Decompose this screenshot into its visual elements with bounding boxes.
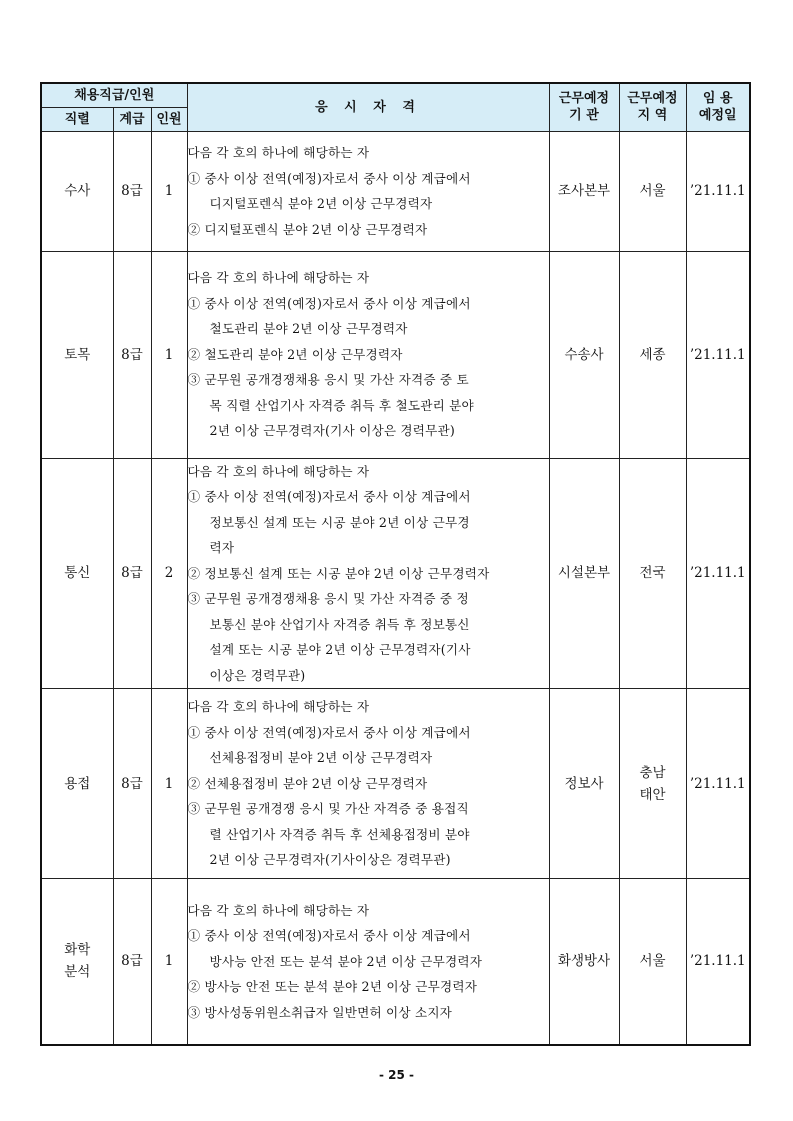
table-row <box>41 131 750 251</box>
qualification-item: ③ 군무원 공개경쟁 응시 및 가산 자격증 중 용접직 <box>187 801 469 817</box>
qualification-item-continuation: 보통신 분야 산업기사 자격증 취득 후 정보통신 <box>209 616 470 632</box>
qualification-item: ③ 군무원 공개경쟁채용 응시 및 가산 자격증 중 토 <box>187 372 469 388</box>
qualification-item: ① 중사 이상 전역(예정)자로서 중사 이상 계급에서 <box>187 928 471 943</box>
qualification-item-continuation: 이상은 경력무관) <box>209 667 306 683</box>
agency-cell: 조사본부 <box>549 131 619 251</box>
count-cell: 1 <box>151 251 187 458</box>
page-number: - 25 - <box>378 1068 414 1082</box>
series-cell <box>41 131 113 251</box>
qualification-intro: 다음 각 호의 하나에 해당하는 자 <box>187 145 370 160</box>
qualification-cell <box>187 689 549 879</box>
region-label: 서울 <box>639 183 666 199</box>
grade-cell: 8급 <box>113 458 151 689</box>
recruitment-table <box>40 82 751 1046</box>
qualification-item-continuation: 철도관리 분야 2년 이상 근무경력자 <box>209 321 408 337</box>
header-qualification-label: 응 시 자 격 <box>315 99 421 115</box>
series-label: 통신 <box>64 565 91 582</box>
date-cell: ’21.11.1 <box>686 251 750 458</box>
region-label: 세종 <box>639 346 666 363</box>
region-label: 전국 <box>639 565 666 582</box>
series-cell <box>41 251 113 458</box>
agency-cell: 정보사 <box>549 689 619 879</box>
region-label: 충남 <box>639 764 666 781</box>
grade-cell: 8급 <box>113 251 151 458</box>
header-qualification <box>187 83 549 131</box>
header-agency-line2: 기 관 <box>569 108 599 124</box>
count-cell: 1 <box>151 689 187 879</box>
qualification-item: ① 중사 이상 전역(예정)자로서 중사 이상 계급에서 <box>187 295 471 311</box>
qualification-intro: 다음 각 호의 하나에 해당하는 자 <box>187 902 370 918</box>
qualification-item-continuation: 목 직렬 산업기사 자격증 취득 후 철도관리 분야 <box>209 397 474 413</box>
agency-cell: 수송사 <box>549 251 619 458</box>
date-cell: ’21.11.1 <box>686 458 750 689</box>
header-agency-line1: 근무예정 <box>558 91 610 107</box>
agency-cell: 화생방사 <box>549 879 619 1045</box>
qualification-item: ③ 군무원 공개경쟁채용 응시 및 가산 자격증 중 정 <box>187 591 469 606</box>
qualification-item-continuation: 선체용접정비 분야 2년 이상 근무경력자 <box>209 750 433 766</box>
header-region-line2: 지 역 <box>637 108 668 124</box>
grade-cell: 8급 <box>113 879 151 1045</box>
table-row <box>41 879 750 1045</box>
qualification-item: ① 중사 이상 전역(예정)자로서 중사 이상 계급에서 <box>187 170 471 186</box>
date-cell: ’21.11.1 <box>686 689 750 879</box>
qualification-cell <box>187 131 549 251</box>
qualification-cell <box>187 879 549 1045</box>
header-agency <box>549 83 619 131</box>
qualification-item-continuation: 렬 산업기사 자격증 취득 후 선체용접정비 분야 <box>209 826 470 842</box>
qualification-intro: 다음 각 호의 하나에 해당하는 자 <box>187 270 370 286</box>
series-label: 화학 <box>64 942 91 959</box>
series-label: 용접 <box>64 775 91 792</box>
qualification-cell <box>187 251 549 458</box>
series-cell <box>41 458 113 689</box>
grade-cell: 8급 <box>113 689 151 879</box>
qualification-item: ② 철도관리 분야 2년 이상 근무경력자 <box>187 346 403 362</box>
qualification-intro: 다음 각 호의 하나에 해당하는 자 <box>187 463 370 479</box>
qualification-item-continuation: 디지털포렌식 분야 2년 이상 근무경력자 <box>209 196 433 211</box>
table-row <box>41 689 750 879</box>
qualification-item-continuation: 력자 <box>209 540 235 555</box>
header-date <box>686 83 750 131</box>
qualification-item-continuation: 2년 이상 근무경력자(기사 이상은 경력무관) <box>209 423 455 439</box>
count-cell: 1 <box>151 879 187 1045</box>
qualification-item-continuation: 방사능 안전 또는 분석 분야 2년 이상 근무경력자 <box>209 953 483 969</box>
qualification-item: ② 정보통신 설계 또는 시공 분야 2년 이상 근무경력자 <box>187 565 490 581</box>
region-label-line2: 태안 <box>639 786 666 803</box>
qualification-intro: 다음 각 호의 하나에 해당하는 자 <box>187 699 370 715</box>
qualification-item-continuation: 정보통신 설계 또는 시공 분야 2년 이상 근무경 <box>209 514 470 530</box>
series-cell <box>41 879 113 1045</box>
region-cell <box>619 689 686 879</box>
header-date-line1: 임 용 <box>702 91 733 107</box>
region-cell <box>619 458 686 689</box>
date-cell: ’21.11.1 <box>686 879 750 1045</box>
region-label: 서울 <box>639 953 666 970</box>
date-cell: ’21.11.1 <box>686 131 750 251</box>
series-label: 수사 <box>64 183 91 199</box>
qualification-item-continuation: 2년 이상 근무경력자(기사이상은 경력무관) <box>209 852 451 868</box>
qualification-item: ③ 방사성동위원소취급자 일반면허 이상 소지자 <box>187 1004 453 1020</box>
grade-cell: 8급 <box>113 131 151 251</box>
table-row <box>41 458 750 689</box>
region-cell <box>619 251 686 458</box>
header-region <box>619 83 686 131</box>
qualification-item-continuation: 설계 또는 시공 분야 2년 이상 근무경력자(기사 <box>209 642 471 657</box>
header-series: 직렬 <box>41 107 113 131</box>
qualification-cell <box>187 458 549 689</box>
agency-cell: 시설본부 <box>549 458 619 689</box>
header-region-line1: 근무예정 <box>627 91 678 107</box>
qualification-item: ① 중사 이상 전역(예정)자로서 중사 이상 계급에서 <box>187 489 471 504</box>
header-group: 채용직급/인원 <box>41 83 187 107</box>
series-label: 토목 <box>64 346 91 363</box>
series-cell <box>41 689 113 879</box>
qualification-item: ① 중사 이상 전역(예정)자로서 중사 이상 계급에서 <box>187 724 471 740</box>
qualification-item: ② 방사능 안전 또는 분석 분야 2년 이상 근무경력자 <box>187 979 478 994</box>
qualification-item: ② 선체용접정비 분야 2년 이상 근무경력자 <box>187 775 428 791</box>
table-row <box>41 251 750 458</box>
region-cell <box>619 879 686 1045</box>
header-grade: 계급 <box>113 107 151 131</box>
region-cell <box>619 131 686 251</box>
qualification-item: ② 디지털포렌식 분야 2년 이상 근무경력자 <box>187 221 428 237</box>
count-cell: 2 <box>151 458 187 689</box>
header-date-line2: 예정일 <box>698 108 737 124</box>
series-label-line2: 분석 <box>64 964 91 981</box>
header-count: 인원 <box>151 107 187 131</box>
count-cell: 1 <box>151 131 187 251</box>
